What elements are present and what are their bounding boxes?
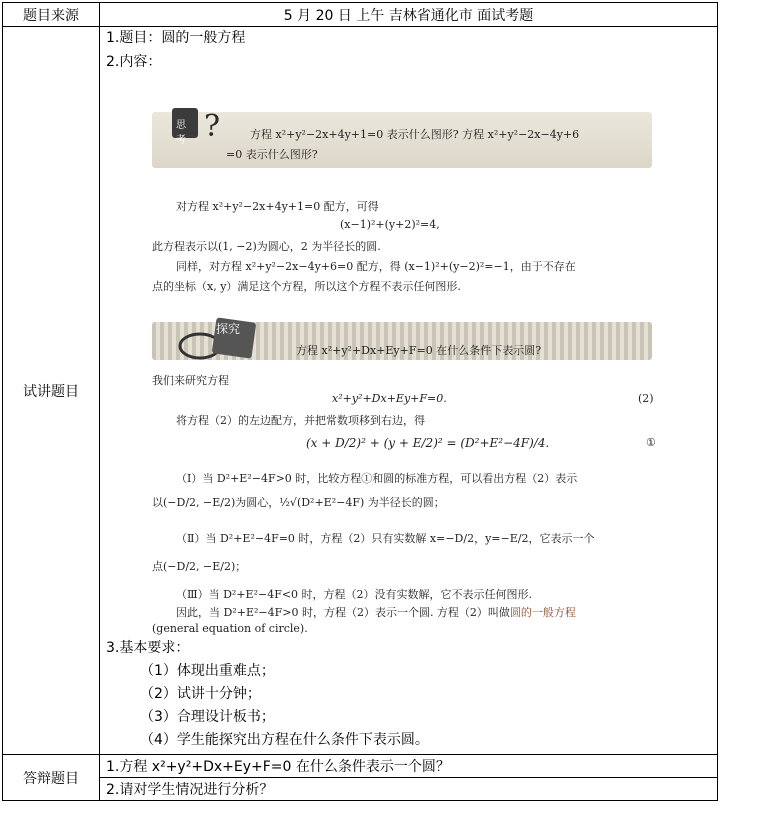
case3: （Ⅲ）当 D²+E²−4F<0 时，方程（2）没有实数解，它不表示任何图形. [176,588,533,601]
conclusion-term: 圆的一般方程 [509,606,576,619]
defense-label: 答辩题目 [3,755,100,801]
think-badge-label: 思考 [176,120,186,146]
explore-badge-label: 探究 [216,322,241,336]
case2-a: （Ⅱ）当 D²+E²−4F=0 时，方程（2）只有实数解 x=−D/2，y=−E/2，它表示一个 [176,532,595,545]
requirement-item: （3）合理设计板书； [140,709,275,725]
case1-a: （Ⅰ）当 D²+E²−4F>0 时，比较方程①和圆的标准方程，可以看出方程（2）表示 [176,472,578,485]
p3: 同样，对方程 x²+y²−2x−4y+6=0 配方，得 (x−1)²+(y−2)²=−1，由于不存在 [176,260,576,273]
textbook-scan [100,74,717,624]
conclusion-a [176,604,576,620]
defense-question-2: 2.请对学生情况进行分析？ [100,778,718,801]
eq1: (x−1)²+(y+2)²=4, [340,218,440,231]
exam-table [2,2,718,801]
p4: 点的坐标（x, y）满足这个方程，所以这个方程不表示任何图形. [152,280,461,293]
source-label: 题目来源 [3,3,100,27]
requirements-label: 3.基本要求： [106,640,190,656]
trial-cell [100,27,718,755]
content-label: 2.内容： [106,54,162,70]
explore-badge-icon [170,310,270,364]
requirements [100,637,717,754]
eq2: x²+y²+Dx+Ey+F=0. [332,392,447,405]
explore-text: 方程 x²+y²+Dx+Ey+F=0 在什么条件下表示圆? [296,344,542,357]
requirement-item: （2）试讲十分钟； [140,686,261,702]
case1-b: 以(−D/2, −E/2)为圆心，½√(D²+E²−4F) 为半径长的圆； [152,496,445,509]
conclusion-text: 因此，当 D²+E²−4F>0 时，方程（2）表示一个圆. 方程（2）叫做 [176,606,510,619]
svg-text:?: ? [204,109,221,144]
defense-question-1: 1.方程 x²+y²+Dx+Ey+F=0 在什么条件表示一个圆？ [100,755,718,778]
requirement-item: （4）学生能探究出方程在什么条件下表示圆。 [140,732,429,748]
eq3: (x + D/2)² + (y + E/2)² = (D²+E²−4F)/4. [306,436,550,450]
p5: 我们来研究方程 [152,374,229,387]
think-text: 方程 x²+y²−2x+4y+1=0 表示什么图形? 方程 x²+y²−2x−4y+6 [250,128,580,141]
conclusion-english: (general equation of circle). [152,622,308,635]
eq3-number: ① [646,436,656,449]
source-value: 5 月 20 日 上午 吉林省通化市 面试考题 [100,3,718,27]
trial-label: 试讲题目 [3,27,100,755]
p1: 对方程 x²+y²−2x+4y+1=0 配方，可得 [176,200,379,213]
p6: 将方程（2）的左边配方，并把常数项移到右边，得 [176,414,425,427]
p2: 此方程表示以(1, −2)为圆心，2 为半径长的圆. [152,240,381,253]
topic-line: 1.题目：圆的一般方程 [106,30,246,46]
requirement-item: （1）体现出重难点； [140,663,275,679]
eq2-number: (2) [638,392,654,405]
think-text-2: =0 表示什么图形? [226,148,318,161]
case2-b: 点(−D/2, −E/2)； [152,560,247,573]
